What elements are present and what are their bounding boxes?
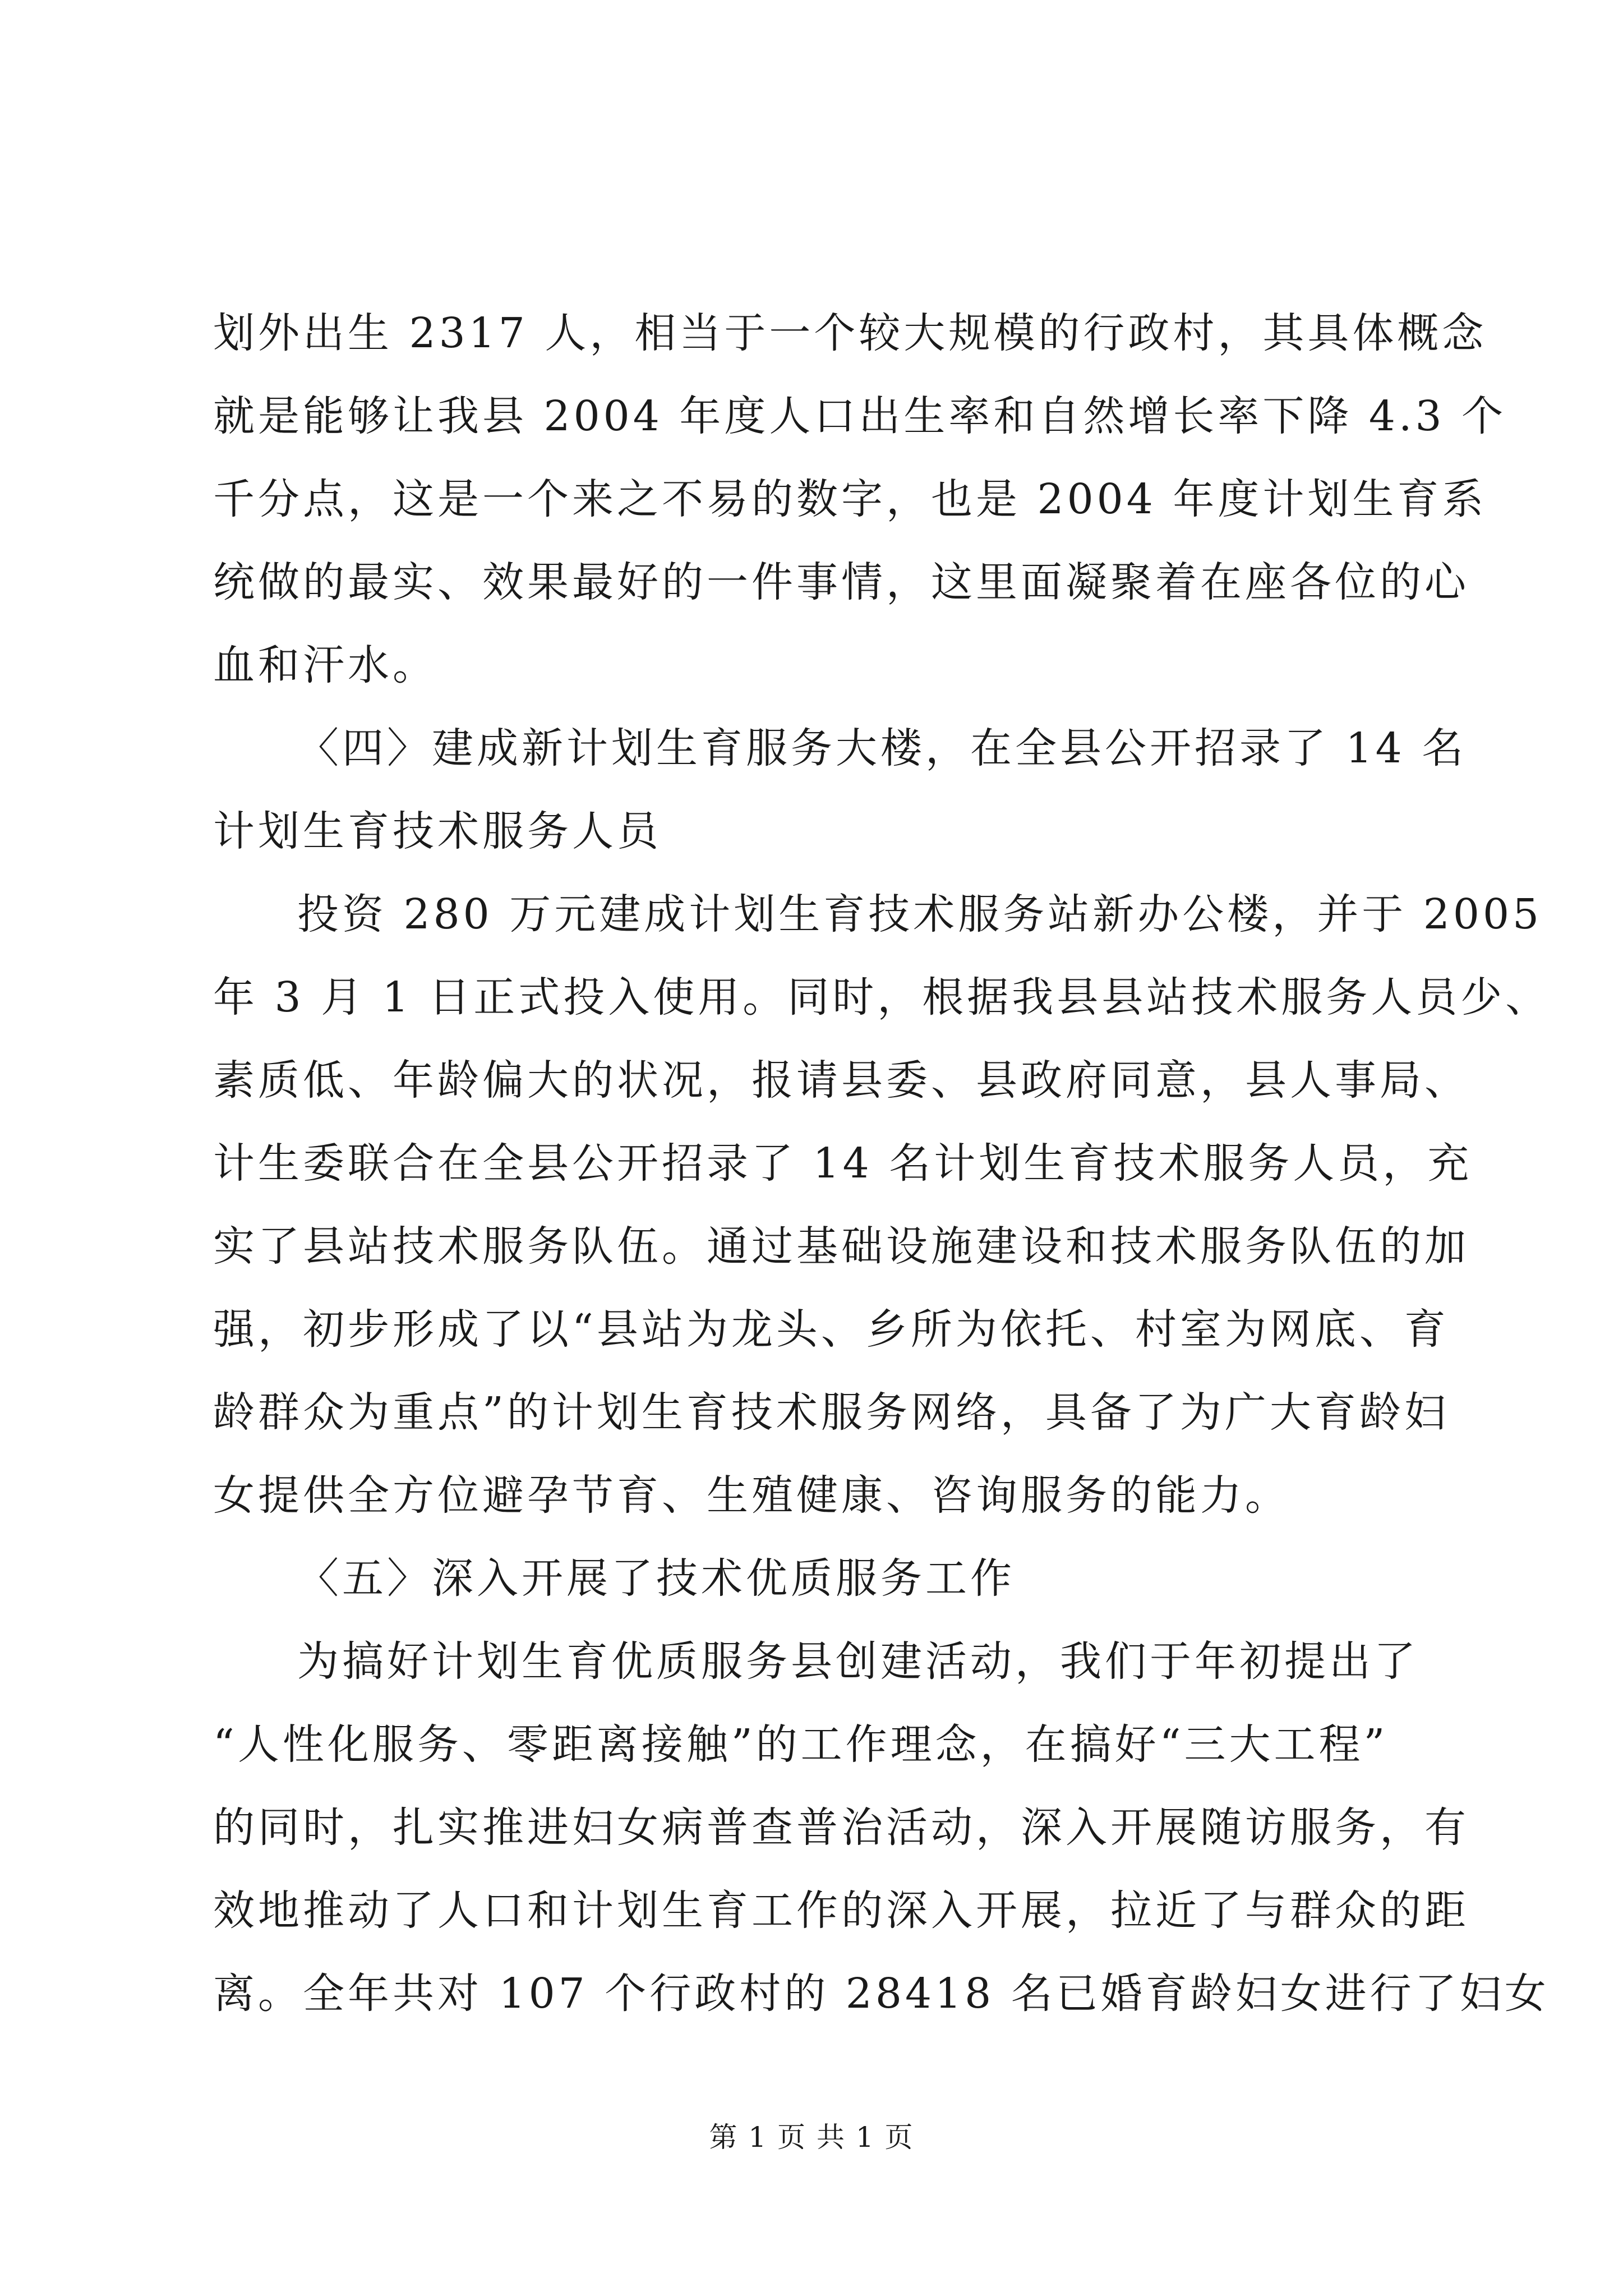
text-line: 效地推动了人口和计划生育工作的深入开展，拉近了与群众的距	[213, 1887, 1469, 1935]
text-line: 千分点，这是一个来之不易的数字，也是 2004 年度计划生育系	[213, 475, 1487, 523]
page-footer	[0, 2115, 1623, 2155]
text-line: 为搞好计划生育优质服务县创建活动，我们于年初提出了	[297, 1637, 1419, 1686]
document-body	[213, 292, 1551, 2035]
text-line: 计生委联合在全县公开招录了 14 名计划生育技术服务人员，充	[213, 1139, 1473, 1188]
text-line: 统做的最实、效果最好的一件事情，这里面凝聚着在座各位的心	[213, 558, 1469, 606]
section-heading-4-continued: 计划生育技术服务人员	[213, 807, 662, 855]
text-line: 龄群众为重点”的计划生育技术服务网络，具备了为广大育龄妇	[213, 1388, 1449, 1437]
text-line: 年 3 月 1 日正式投入使用。同时，根据我县县站技术服务人员少、	[213, 973, 1551, 1022]
text-line: 就是能够让我县 2004 年度人口出生率和自然增长率下降 4.3 个	[213, 392, 1507, 440]
text-line: 血和汗水。	[213, 641, 437, 689]
text-line: 素质低、年龄偏大的状况，报请县委、县政府同意，县人事局、	[213, 1056, 1469, 1105]
section-heading-4: 〈四〉建成新计划生育服务大楼，在全县公开招录了 14 名	[297, 724, 1467, 772]
page-number-label: 第 1 页 共 1 页	[709, 2121, 914, 2154]
text-line: 女提供全方位避孕节育、生殖健康、咨询服务的能力。	[213, 1471, 1290, 1520]
text-line: 划外出生 2317 人，相当于一个较大规模的行政村，其具体概念	[213, 309, 1487, 357]
text-line: “人性化服务、零距离接触”的工作理念，在搞好“三大工程”	[213, 1720, 1389, 1769]
text-line: 强，初步形成了以“县站为龙头、乡所为依托、村室为网底、育	[213, 1305, 1449, 1354]
text-line: 的同时，扎实推进妇女病普查普治活动，深入开展随访服务，有	[213, 1803, 1469, 1852]
text-line: 投资 280 万元建成计划生育技术服务站新办公楼，并于 2005	[297, 890, 1543, 938]
text-line: 实了县站技术服务队伍。通过基础设施建设和技术服务队伍的加	[213, 1222, 1469, 1271]
section-heading-5: 〈五〉深入开展了技术优质服务工作	[297, 1554, 1015, 1603]
text-line: 离。全年共对 107 个行政村的 28418 名已婚育龄妇女进行了妇女	[213, 1970, 1550, 2018]
